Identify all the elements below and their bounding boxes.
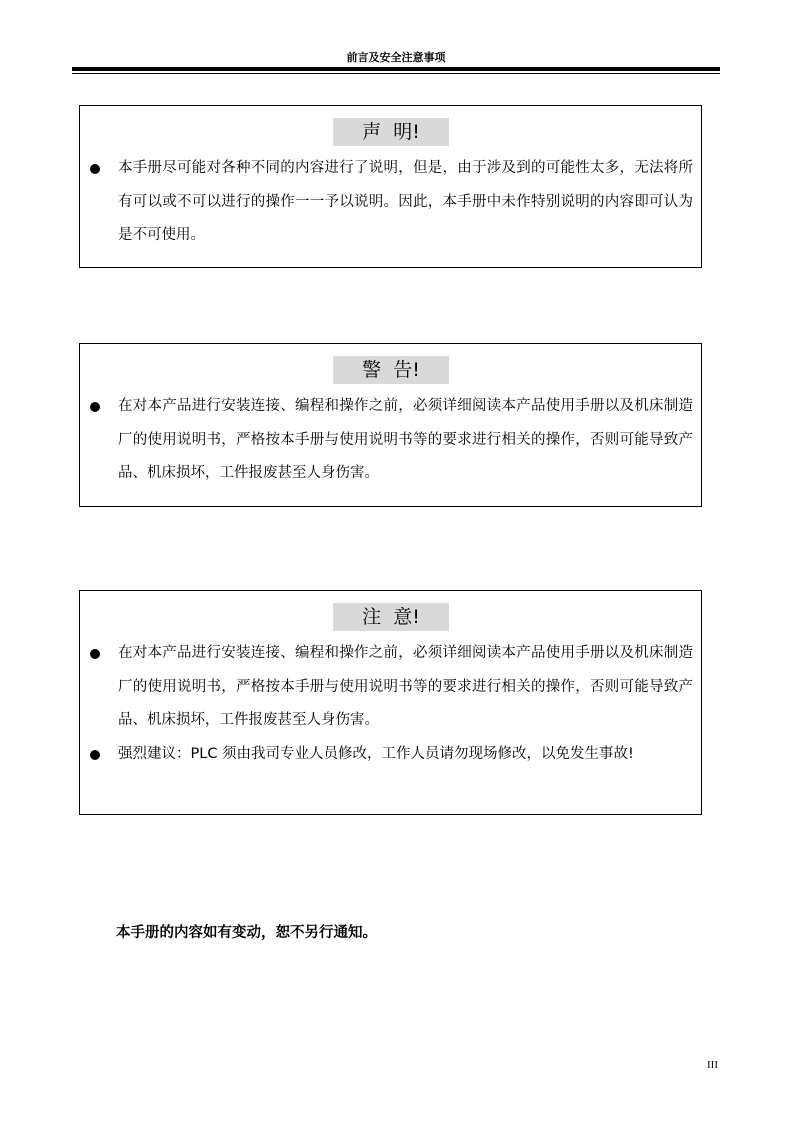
declaration-title: 声 明! — [333, 118, 449, 146]
running-header: 前言及安全注意事项 — [346, 51, 446, 64]
list-item — [80, 637, 701, 738]
list-item — [80, 152, 701, 253]
bullet-icon — [90, 750, 100, 760]
change-notice: 本手册的内容如有变动，恕不另行通知。 — [116, 925, 377, 941]
declaration-list — [80, 152, 701, 253]
bullet-icon — [90, 402, 100, 412]
list-item-text: 强烈建议：PLC 须由我司专业人员修改，工作人员请勿现场修改，以免发生事故! — [118, 745, 634, 762]
page-number: III — [707, 1059, 718, 1071]
list-item-text: 在对本产品进行安装连接、编程和操作之前，必须详细阅读本产品使用手册以及机床制造厂的使用说明书，严格按本手册与使用说明书等的要求进行相关的操作，否则可能导致产品、机床损坏，工件报废甚至人身伤害。 — [118, 645, 693, 728]
bullet-icon — [90, 649, 100, 659]
list-item-text: 在对本产品进行安装连接、编程和操作之前，必须详细阅读本产品使用手册以及机床制造厂的使用说明书，严格按本手册与使用说明书等的要求进行相关的操作，否则可能导致产品、机床损坏，工件报废甚至人身伤害。 — [118, 398, 693, 481]
list-item-text: 本手册尽可能对各种不同的内容进行了说明，但是，由于涉及到的可能性太多，无法将所有可以或不可以进行的操作一一予以说明。因此，本手册中未作特别说明的内容即可认为是不可使用。 — [118, 160, 693, 243]
warning-title: 警 告! — [333, 356, 449, 384]
header-rule-thin — [72, 73, 720, 74]
bullet-icon — [90, 164, 100, 174]
list-item — [80, 738, 701, 772]
warning-box — [79, 343, 702, 507]
header-rule-thick — [72, 67, 720, 71]
warning-list — [80, 390, 701, 491]
declaration-box — [79, 105, 702, 268]
caution-title: 注 意! — [333, 603, 449, 631]
caution-list — [80, 637, 701, 771]
list-item — [80, 390, 701, 491]
caution-box — [79, 590, 702, 815]
